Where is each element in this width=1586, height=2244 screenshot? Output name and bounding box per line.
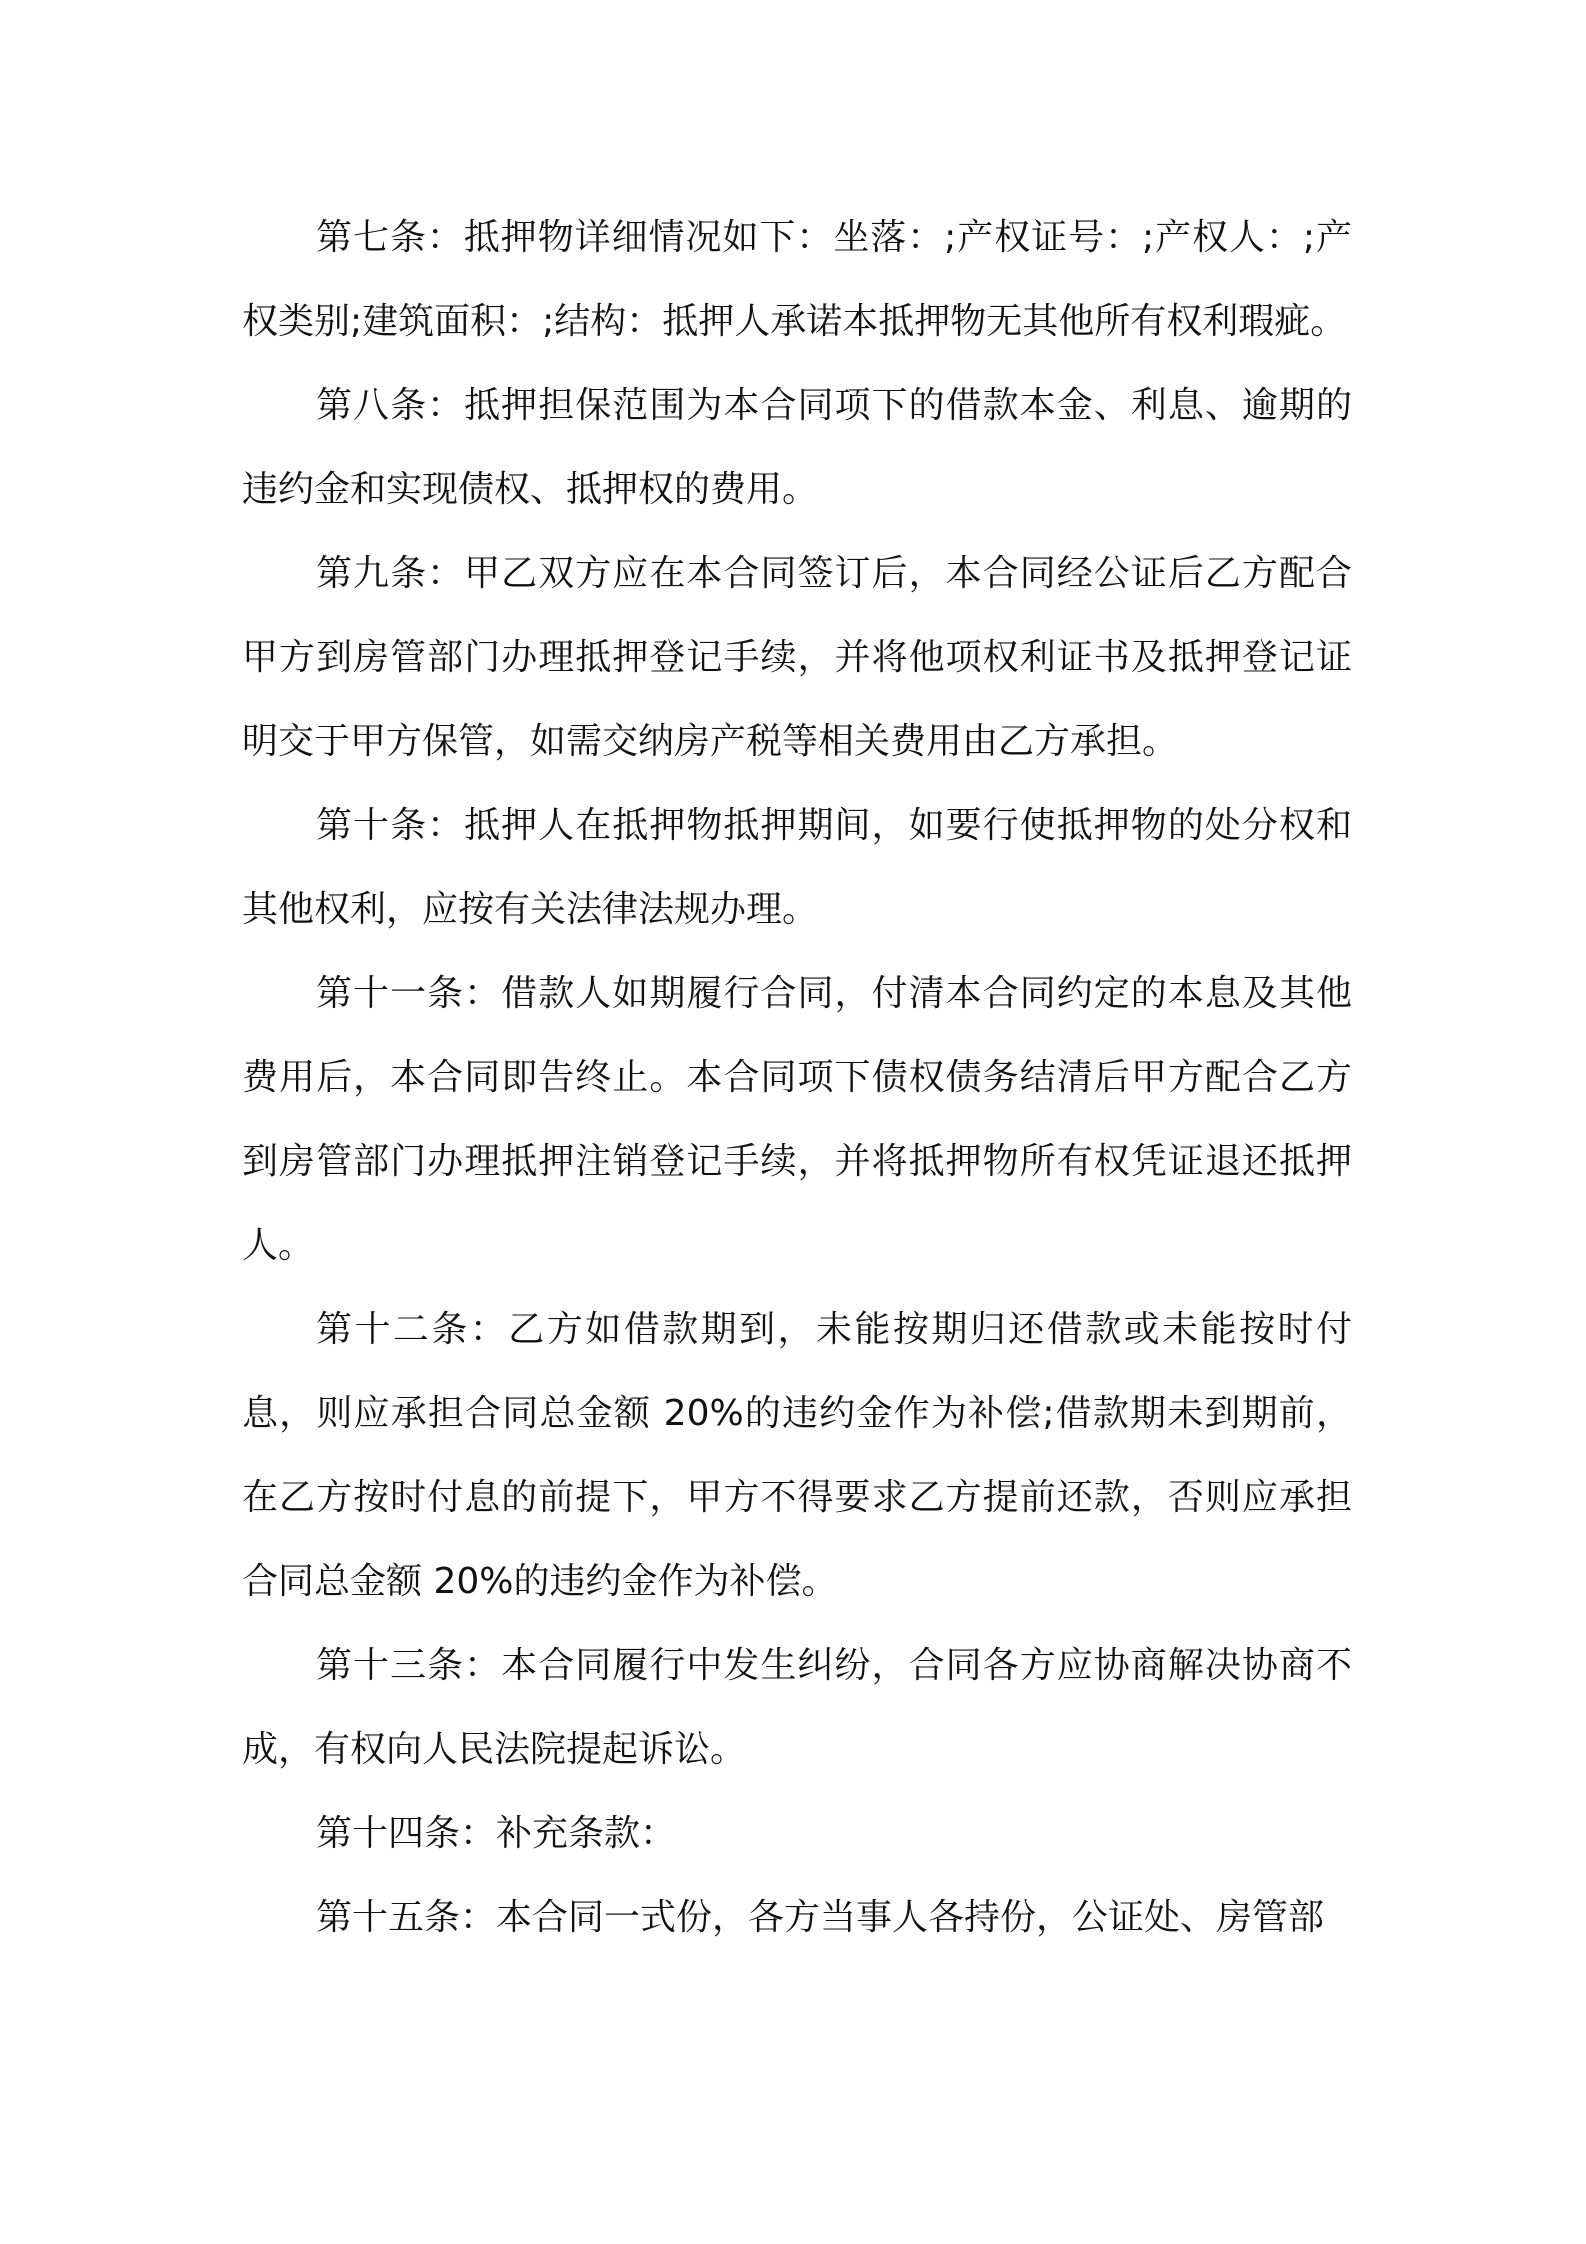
article-9-paragraph: 第九条：甲乙双方应在本合同签订后，本合同经公证后乙方配合甲方到房管部门办理抵押登记手续，并将他项权利证书及抵押登记证明交于甲方保管，如需交纳房产税等相关费用由乙方承担。 [242, 553, 1352, 762]
article-15-paragraph: 第十五条：本合同一式份，各方当事人各持份，公证处、房管部 [316, 1897, 1325, 1938]
document-body [242, 196, 1352, 1960]
article-14-paragraph: 第十四条：补充条款： [316, 1813, 677, 1854]
article-7-paragraph: 第七条：抵押物详细情况如下：坐落：;产权证号：;产权人：;产权类别;建筑面积：;结构：抵押人承诺本抵押物无其他所有权利瑕疵。 [242, 217, 1352, 342]
article-8-paragraph: 第八条：抵押担保范围为本合同项下的借款本金、利息、逾期的违约金和实现债权、抵押权的费用。 [242, 385, 1352, 510]
article-11-paragraph: 第十一条：借款人如期履行合同，付清本合同约定的本息及其他费用后，本合同即告终止。本合同项下债权债务结清后甲方配合乙方到房管部门办理抵押注销登记手续，并将抵押物所有权凭证退还抵押人。 [242, 973, 1352, 1266]
article-10-paragraph: 第十条：抵押人在抵押物抵押期间，如要行使抵押物的处分权和其他权利，应按有关法律法规办理。 [242, 805, 1352, 930]
article-12-paragraph: 第十二条：乙方如借款期到，未能按期归还借款或未能按时付息，则应承担合同总金额 20%的违约金作为补偿;借款期未到期前，在乙方按时付息的前提下，甲方不得要求乙方提前还款，否则应承担合同总金额 20%的违约金作为补偿。 [242, 1309, 1352, 1602]
article-13-paragraph: 第十三条：本合同履行中发生纠纷，合同各方应协商解决协商不成，有权向人民法院提起诉讼。 [242, 1645, 1352, 1770]
